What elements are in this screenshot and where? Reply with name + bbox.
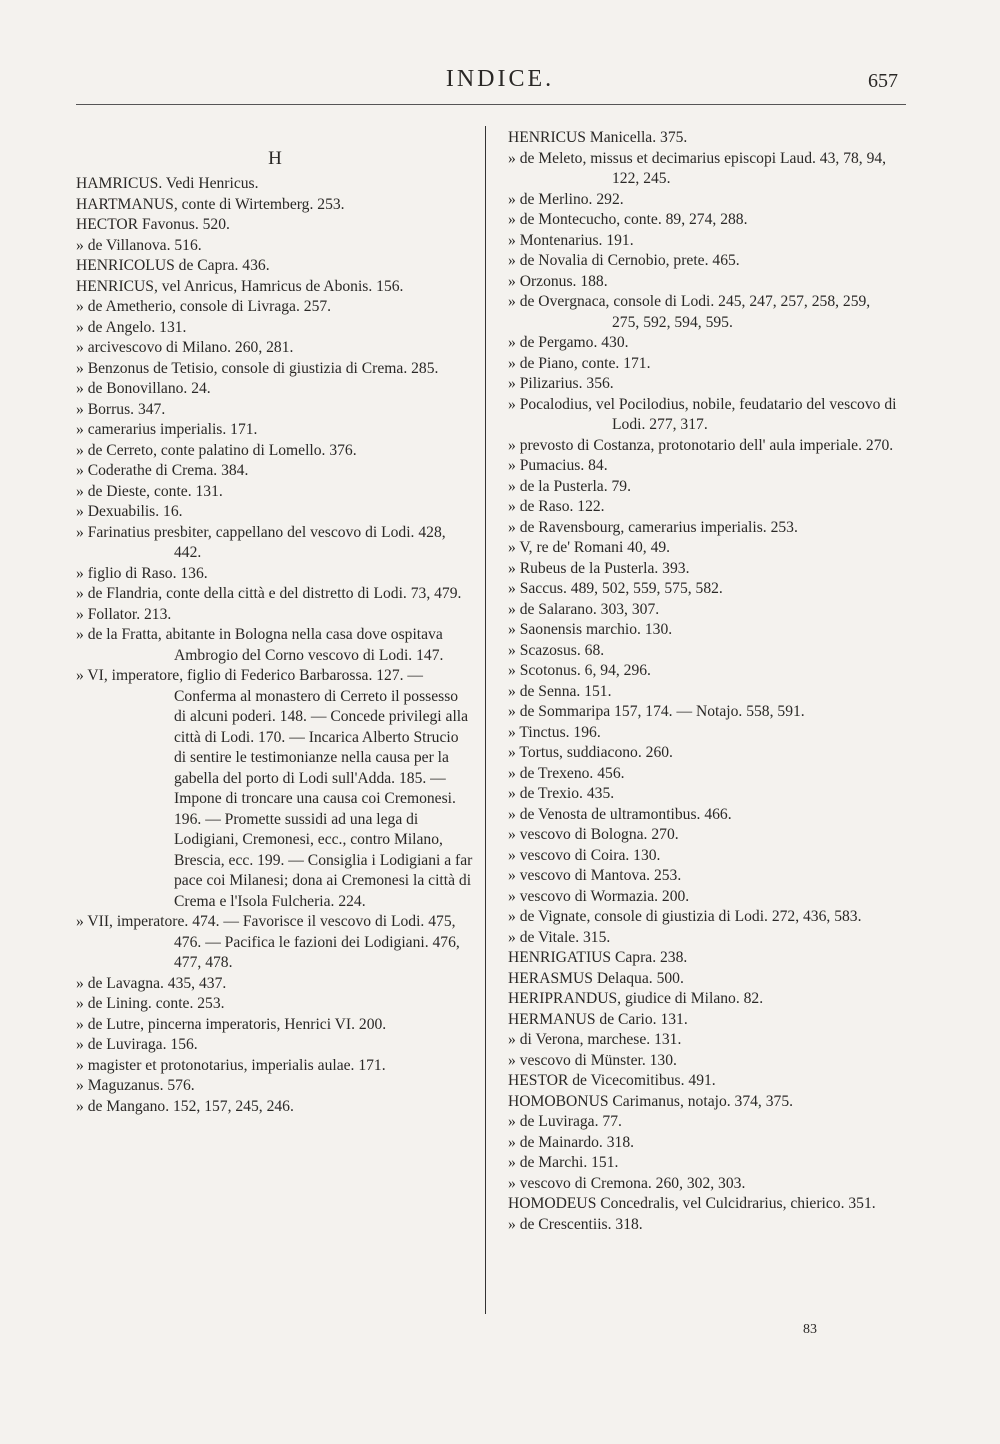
index-entry: » de la Pusterla. 79. bbox=[508, 477, 631, 495]
page-title: INDICE. bbox=[445, 66, 555, 92]
index-entry: » de Dieste, conte. 131. bbox=[76, 482, 223, 500]
index-entry: » Dexuabilis. 16. bbox=[76, 503, 183, 520]
index-entry: » de Trexeno. 456. bbox=[508, 764, 625, 782]
index-entry: HENRIGATIUS Capra. 238. bbox=[508, 949, 688, 966]
index-entry: » de Salarano. 303, 307. bbox=[508, 600, 660, 618]
index-entry: » de Raso. 122. bbox=[508, 498, 605, 515]
right-entries bbox=[508, 128, 898, 1235]
index-entry: » vescovo di Wormazia. 200. bbox=[508, 887, 690, 905]
index-entry: » VII, imperatore. 474. — Favorisce il vescovo di Lodi. 475, 476. — Pacifica le fazioni dei Lodigiani. 476, 477, 478. bbox=[76, 913, 460, 971]
index-entry: » de Trexio. 435. bbox=[508, 785, 615, 802]
index-entry: » Tinctus. 196. bbox=[508, 723, 601, 741]
index-entry: HENRICUS, vel Anricus, Hamricus de Abonis. 156. bbox=[76, 277, 404, 295]
index-entry: » de Luviraga. 156. bbox=[76, 1036, 198, 1053]
index-entry: » Rubeus de la Pusterla. 393. bbox=[508, 559, 690, 577]
index-entry: HOMODEUS Concedralis, vel Culcidrarius, chierico. 351. bbox=[508, 1195, 876, 1212]
index-entry: » VI, imperatore, figlio di Federico Barbarossa. 127. — Conferma al monastero di Cerreto il possesso di alcuni poderi. 148. — Concede privilegi alla città di Lodi. 170. — Incarica Alberto Strucio di sentire le testimonianze nella causa per la gabella del porto di Lodi sull'Adda. 185. — Impone di troncare una causa coi Cremonesi. 196. — Promette sussidi ad una lega di Lodigiani, Cremonesi, ecc., contro Milano, Brescia, ecc. 199. — Consiglia i Lodigiani a far pace coi Milanesi; dona ai Cremonesi la città di Crema e l'Isola Fulcheria. 224. bbox=[76, 667, 473, 910]
index-entry: » de Mangano. 152, 157, 245, 246. bbox=[76, 1097, 294, 1115]
index-entry: » de Ametherio, console di Livraga. 257. bbox=[76, 298, 332, 315]
index-entry: » de Merlino. 292. bbox=[508, 190, 624, 208]
index-entry: » de Vitale. 315. bbox=[508, 928, 611, 946]
index-entry: HENRICOLUS de Capra. 436. bbox=[76, 257, 270, 274]
index-entry: » de Senna. 151. bbox=[508, 682, 612, 700]
index-entry: » de Overgnaca, console di Lodi. 245, 247, 257, 258, 259, 275, 592, 594, 595. bbox=[508, 293, 871, 331]
index-entry: » Borrus. 347. bbox=[76, 400, 166, 418]
index-entry: » de Luviraga. 77. bbox=[508, 1113, 622, 1130]
index-entry: » de Piano, conte. 171. bbox=[508, 354, 651, 372]
page-number: 657 bbox=[868, 70, 898, 92]
index-entry: » de Ravensbourg, camerarius imperialis. 253. bbox=[508, 518, 798, 536]
index-entry: » vescovo di Bologna. 270. bbox=[508, 826, 679, 843]
section-letter: H bbox=[268, 148, 282, 169]
index-entry: » de Lining. conte. 253. bbox=[76, 995, 225, 1012]
index-entry: » de Flandria, conte della città e del distretto di Lodi. 73, 479. bbox=[76, 585, 462, 602]
index-entry: » de Bonovillano. 24. bbox=[76, 380, 211, 397]
index-entry: HERASMUS Delaqua. 500. bbox=[508, 969, 684, 987]
signature-number: 83 bbox=[803, 1322, 817, 1337]
index-entry: » Saccus. 489, 502, 559, 575, 582. bbox=[508, 580, 723, 597]
index-entry: » de Marchi. 151. bbox=[508, 1154, 619, 1171]
index-entry: HECTOR Favonus. 520. bbox=[76, 216, 230, 233]
index-entry: » Scazosus. 68. bbox=[508, 641, 605, 659]
index-entry: » de Crescentiis. 318. bbox=[508, 1215, 643, 1233]
index-entry: » Pilizarius. 356. bbox=[508, 375, 614, 392]
index-entry: » Orzonus. 188. bbox=[508, 272, 608, 290]
index-entry: » de Lutre, pincerna imperatoris, Henrici VI. 200. bbox=[76, 1015, 387, 1033]
index-entry: » de Meleto, missus et decimarius episcopi Laud. 43, 78, 94, 122, 245. bbox=[508, 149, 887, 187]
index-entry: » Scotonus. 6, 94, 296. bbox=[508, 662, 651, 679]
index-entry: » prevosto di Costanza, protonotario dell' aula imperiale. 270. bbox=[508, 436, 894, 454]
index-entry: » de Lavagna. 435, 437. bbox=[76, 974, 227, 992]
index-entry: » de Villanova. 516. bbox=[76, 236, 202, 254]
index-entry: HESTOR de Vicecomitibus. 491. bbox=[508, 1072, 716, 1089]
index-entry: HARTMANUS, conte di Wirtemberg. 253. bbox=[76, 195, 345, 213]
header-rule bbox=[76, 104, 906, 105]
index-entry: » vescovo di Mantova. 253. bbox=[508, 867, 682, 884]
index-entry: » Tortus, suddiacono. 260. bbox=[508, 744, 673, 761]
index-entry: » Farinatius presbiter, cappellano del vescovo di Lodi. 428, 442. bbox=[76, 523, 446, 561]
index-entry: » Pocalodius, vel Pocilodius, nobile, feudatario del vescovo di Lodi. 277, 317. bbox=[508, 395, 897, 433]
index-entry: » de Sommaripa 157, 174. — Notajo. 558, 591. bbox=[508, 703, 805, 720]
index-entry: » arcivescovo di Milano. 260, 281. bbox=[76, 339, 294, 356]
index-entry: » figlio di Raso. 136. bbox=[76, 564, 208, 582]
index-entry: » de Montecucho, conte. 89, 274, 288. bbox=[508, 211, 748, 228]
index-entry: » Follator. 213. bbox=[76, 605, 172, 623]
index-entry: » de Cerreto, conte palatino di Lomello. 376. bbox=[76, 441, 357, 459]
left-entries bbox=[76, 174, 474, 1117]
index-entry: HERIPRANDUS, giudice di Milano. 82. bbox=[508, 990, 764, 1007]
index-entry: » de Pergamo. 430. bbox=[508, 334, 629, 351]
index-entry: » Benzonus de Tetisio, console di giustizia di Crema. 285. bbox=[76, 359, 439, 377]
index-entry: » Montenarius. 191. bbox=[508, 231, 634, 249]
index-entry: » vescovo di Coira. 130. bbox=[508, 846, 661, 864]
index-entry: » de Novalia di Cernobio, prete. 465. bbox=[508, 252, 740, 269]
index-entry: » di Verona, marchese. 131. bbox=[508, 1031, 682, 1048]
index-entry: » de Venosta de ultramontibus. 466. bbox=[508, 805, 732, 823]
index-entry: HOMOBONUS Carimanus, notajo. 374, 375. bbox=[508, 1092, 794, 1110]
index-entry: » magister et protonotarius, imperialis aulae. 171. bbox=[76, 1056, 386, 1074]
index-entry: » Coderathe di Crema. 384. bbox=[76, 462, 249, 479]
left-column bbox=[76, 128, 474, 1117]
index-entry: » de la Fratta, abitante in Bologna nella casa dove ospitava Ambrogio del Corno vescovo di Lodi. 147. bbox=[76, 626, 444, 664]
index-entry: HENRICUS Manicella. 375. bbox=[508, 129, 688, 146]
index-entry: » de Vignate, console di giustizia di Lodi. 272, 436, 583. bbox=[508, 908, 862, 925]
index-entry: » Maguzanus. 576. bbox=[76, 1077, 195, 1094]
index-entry: » camerarius imperialis. 171. bbox=[76, 421, 258, 438]
index-entry: » vescovo di Cremona. 260, 302, 303. bbox=[508, 1174, 746, 1192]
index-entry: » vescovo di Münster. 130. bbox=[508, 1051, 677, 1069]
index-entry: » Pumacius. 84. bbox=[508, 457, 608, 474]
index-entry: » de Mainardo. 318. bbox=[508, 1133, 635, 1151]
right-column bbox=[508, 128, 898, 1235]
index-entry: HERMANUS de Cario. 131. bbox=[508, 1010, 688, 1028]
index-entry: » de Angelo. 131. bbox=[76, 318, 187, 336]
index-entry: HAMRICUS. Vedi Henricus. bbox=[76, 175, 259, 192]
index-entry: » Saonensis marchio. 130. bbox=[508, 621, 673, 638]
index-entry: » V, re de' Romani 40, 49. bbox=[508, 539, 671, 556]
column-divider bbox=[485, 126, 486, 1314]
